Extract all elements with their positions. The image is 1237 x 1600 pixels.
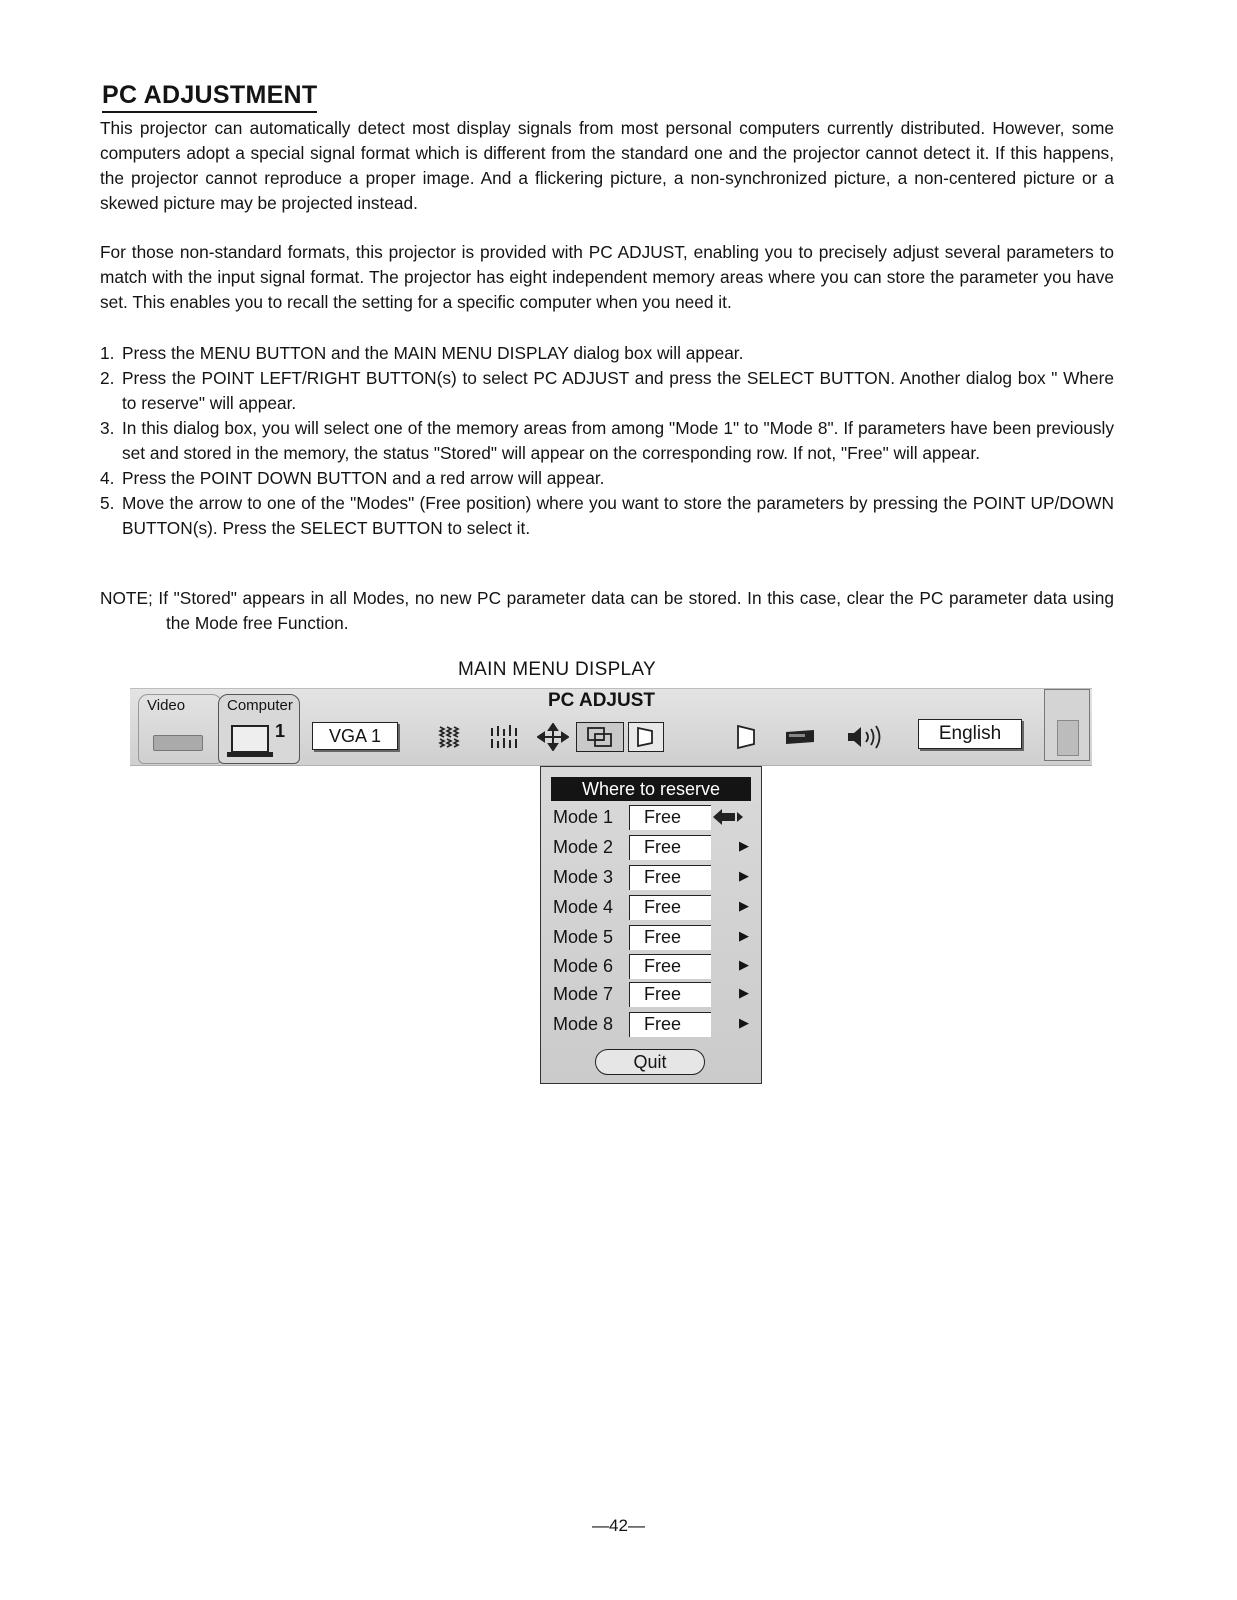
- figure-caption: MAIN MENU DISPLAY: [458, 659, 656, 680]
- mode-status: Free: [629, 895, 711, 920]
- mode-status: Free: [629, 1012, 711, 1037]
- tab-computer[interactable]: [218, 694, 300, 764]
- mode-row-7[interactable]: [553, 982, 759, 1008]
- quit-button[interactable]: Quit: [595, 1049, 705, 1075]
- tab-video-label: Video: [147, 697, 186, 714]
- pc-adjust-paragraph: For those non-standard formats, this projector is provided with PC ADJUST, enabling you to precisely adjust several parameters to match with the input signal format. The projector has eight independent memory areas where you can store the parameter you have set. This enables you to recall the setting for a specific computer when you need it.: [100, 242, 1114, 312]
- pc-adjust-icon[interactable]: [576, 722, 624, 752]
- page-number: —42—: [592, 1516, 645, 1535]
- right-arrow-icon: ▶: [739, 868, 749, 883]
- selected-item-label: PC ADJUST: [548, 690, 655, 711]
- sound-icon[interactable]: [844, 722, 886, 752]
- mode-status: Free: [629, 865, 711, 890]
- mode-label: Mode 7: [553, 984, 614, 1004]
- red-arrow-icon: [713, 808, 743, 826]
- mode-label: Mode 5: [553, 927, 614, 947]
- mode-row-2[interactable]: [553, 835, 759, 861]
- mode-label: Mode 3: [553, 867, 614, 887]
- mode-row-4[interactable]: [553, 895, 759, 921]
- mode-label: Mode 4: [553, 897, 614, 917]
- position-icon[interactable]: [534, 722, 572, 752]
- list-item: 4. Press the POINT DOWN BUTTON and a red arrow will appear.: [100, 468, 605, 488]
- dialog-title: Where to reserve: [551, 777, 751, 801]
- computer-number: 1: [275, 721, 286, 741]
- tab-computer-label: Computer: [227, 697, 293, 714]
- image-adjust-icon[interactable]: [434, 722, 464, 752]
- list-item: 1. Press the MENU BUTTON and the MAIN MENU DISPLAY dialog box will appear.: [100, 343, 744, 363]
- where-to-reserve-dialog: [540, 766, 762, 1084]
- right-arrow-icon: ▶: [739, 898, 749, 913]
- list-item: 2. Press the POINT LEFT/RIGHT BUTTON(s) to select PC ADJUST and press the SELECT BUTTON. Another dialog box " Where to reserve" will appear.: [100, 368, 1114, 413]
- mode-status: Free: [629, 835, 711, 860]
- mode-status: Free: [629, 954, 711, 979]
- mode-status: Free: [629, 805, 711, 830]
- mode-row-1[interactable]: [553, 805, 759, 831]
- projector-icon[interactable]: [782, 722, 818, 752]
- right-arrow-icon: ▶: [739, 838, 749, 853]
- screen-icon[interactable]: [732, 722, 762, 752]
- panel-handle: [1057, 720, 1079, 756]
- right-arrow-icon: ▶: [739, 928, 749, 943]
- mode-label: Mode 8: [553, 1014, 614, 1034]
- screen-icon[interactable]: [628, 722, 664, 752]
- mode-status: Free: [629, 925, 711, 950]
- mode-label: Mode 6: [553, 956, 614, 976]
- list-item: 5. Move the arrow to one of the "Modes" (Free position) where you want to store the parameters by pressing the POINT UP/DOWN BUTTON(s). Press the SELECT BUTTON to select it.: [100, 493, 1114, 538]
- note: NOTE; If "Stored" appears in all Modes, no new PC parameter data can be stored. In this case, clear the PC parameter data using the Mode free Function.: [100, 588, 1114, 633]
- picture-bars-icon[interactable]: [486, 722, 522, 752]
- vcr-icon: [153, 735, 203, 751]
- mode-row-3[interactable]: [553, 865, 759, 891]
- mode-label: Mode 1: [553, 807, 614, 827]
- right-arrow-icon: ▶: [739, 957, 749, 972]
- tab-video[interactable]: [138, 694, 222, 764]
- intro-paragraph: This projector can automatically detect most display signals from most personal computers currently distributed. However, some computers adopt a special signal format which is different from the standard one and the projector cannot detect it. If this happens, the projector cannot reproduce a proper image. And a flickering picture, a non-synchronized picture, a non-centered picture or a skewed picture may be projected instead.: [100, 118, 1114, 213]
- mode-status: Free: [629, 982, 711, 1007]
- list-item: 3. In this dialog box, you will select one of the memory areas from among "Mode 1" to "Mode 8". If parameters have been previously set and stored in the memory, the status "Stored" will appear on the corresponding row. If not, "Free" will appear.: [100, 418, 1114, 463]
- source-select[interactable]: VGA 1: [312, 722, 398, 750]
- right-arrow-icon: ▶: [739, 1015, 749, 1030]
- page-title: PC ADJUSTMENT: [102, 80, 317, 113]
- mode-row-8[interactable]: [553, 1012, 759, 1038]
- mode-row-6[interactable]: [553, 954, 759, 980]
- steps-list: [100, 341, 1114, 541]
- menu-side-panel: [1044, 689, 1090, 761]
- computer-monitor-icon: [231, 725, 269, 753]
- right-arrow-icon: ▶: [739, 985, 749, 1000]
- mode-label: Mode 2: [553, 837, 614, 857]
- mode-row-5[interactable]: [553, 925, 759, 951]
- main-menu-bar: [130, 688, 1092, 766]
- language-select[interactable]: English: [918, 719, 1022, 749]
